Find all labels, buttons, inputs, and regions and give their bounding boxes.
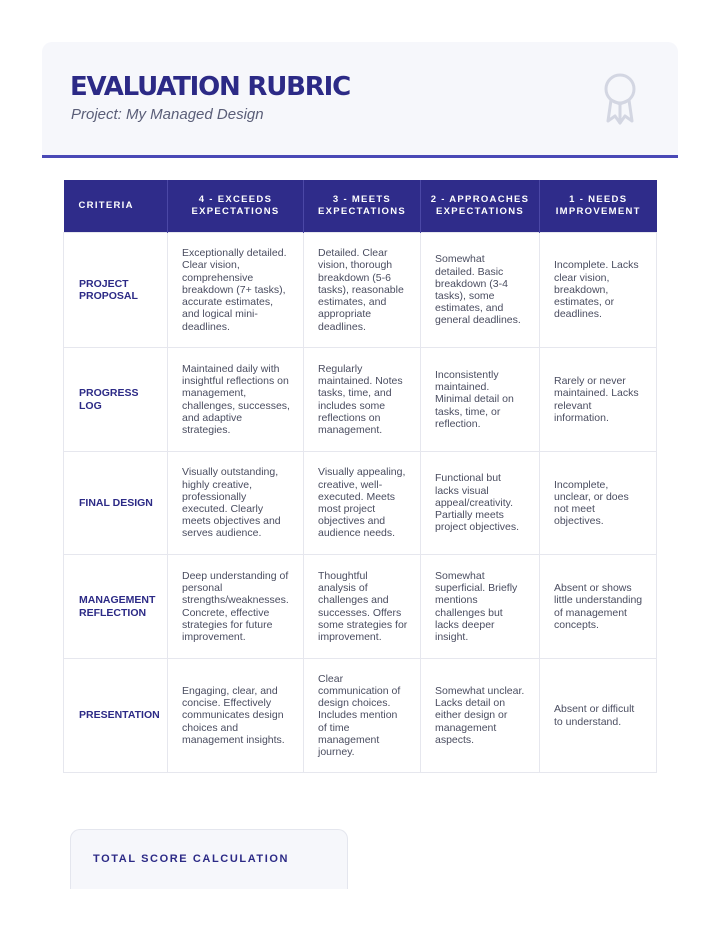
meets-cell: Visually appealing, creative, well-executed. Meets most project objectives and audience needs.	[304, 452, 421, 555]
table-row	[64, 452, 657, 555]
exceeds-cell: Visually outstanding, highly creative, professionally executed. Clearly meets objectives and serves audience.	[168, 452, 304, 555]
rubric-table	[63, 180, 657, 773]
criteria-cell: PROJECT PROPOSAL	[64, 233, 168, 348]
project-subtitle: Project: My Managed Design	[71, 106, 264, 123]
approaches-cell: Functional but lacks visual appeal/creativity. Partially meets project objectives.	[421, 452, 540, 555]
approaches-cell: Somewhat detailed. Basic breakdown (3-4 tasks), some estimates, and general deadlines.	[421, 233, 540, 348]
approaches-cell: Inconsistently maintained. Minimal detail on tasks, time, or reflection.	[421, 348, 540, 452]
exceeds-cell: Maintained daily with insightful reflections on management, challenges, successes, and adaptive strategies.	[168, 348, 304, 452]
page-bottom-edge	[0, 889, 720, 932]
criteria-cell: MANAGEMENT REFLECTION	[64, 555, 168, 659]
criteria-cell: PROGRESS LOG	[64, 348, 168, 452]
exceeds-cell: Exceptionally detailed. Clear vision, comprehensive breakdown (7+ tasks), accurate estimates, and logical mini-deadlines.	[168, 233, 304, 348]
approaches-cell: Somewhat unclear. Lacks detail on either design or management aspects.	[421, 659, 540, 773]
total-score-title: TOTAL SCORE CALCULATION	[93, 853, 290, 865]
column-header-approaches: 2 - APPROACHES EXPECTATIONS	[421, 180, 540, 233]
column-header-needs: 1 - NEEDS IMPROVEMENT	[540, 180, 657, 233]
needs-cell: Incomplete, unclear, or does not meet objectives.	[540, 452, 657, 555]
table-header-row	[64, 180, 657, 233]
criteria-cell: PRESENTATION	[64, 659, 168, 773]
column-header-criteria: CRITERIA	[64, 180, 168, 233]
exceeds-cell: Deep understanding of personal strengths/weaknesses. Concrete, effective strategies for future improvement.	[168, 555, 304, 659]
needs-cell: Absent or shows little understanding of management concepts.	[540, 555, 657, 659]
meets-cell: Detailed. Clear vision, thorough breakdown (5-6 tasks), reasonable estimates, and appropriate deadlines.	[304, 233, 421, 348]
needs-cell: Rarely or never maintained. Lacks relevant information.	[540, 348, 657, 452]
page-title: EVALUATION RUBRIC	[70, 72, 350, 102]
table-row	[64, 348, 657, 452]
column-header-meets: 3 - MEETS EXPECTATIONS	[304, 180, 421, 233]
meets-cell: Thoughtful analysis of challenges and successes. Offers some strategies for improvement.	[304, 555, 421, 659]
award-ribbon-icon	[601, 72, 639, 126]
needs-cell: Absent or difficult to understand.	[540, 659, 657, 773]
table-row	[64, 659, 657, 773]
table-row	[64, 233, 657, 348]
meets-cell: Regularly maintained. Notes tasks, time, and includes some reflections on management.	[304, 348, 421, 452]
criteria-cell: FINAL DESIGN	[64, 452, 168, 555]
approaches-cell: Somewhat superficial. Briefly mentions challenges but lacks deeper insight.	[421, 555, 540, 659]
header-divider	[42, 155, 678, 158]
needs-cell: Incomplete. Lacks clear vision, breakdown, estimates, or deadlines.	[540, 233, 657, 348]
meets-cell: Clear communication of design choices. Includes mention of time management journey.	[304, 659, 421, 773]
table-row	[64, 555, 657, 659]
column-header-exceeds: 4 - EXCEEDS EXPECTATIONS	[168, 180, 304, 233]
exceeds-cell: Engaging, clear, and concise. Effectively communicates design choices and management insights.	[168, 659, 304, 773]
